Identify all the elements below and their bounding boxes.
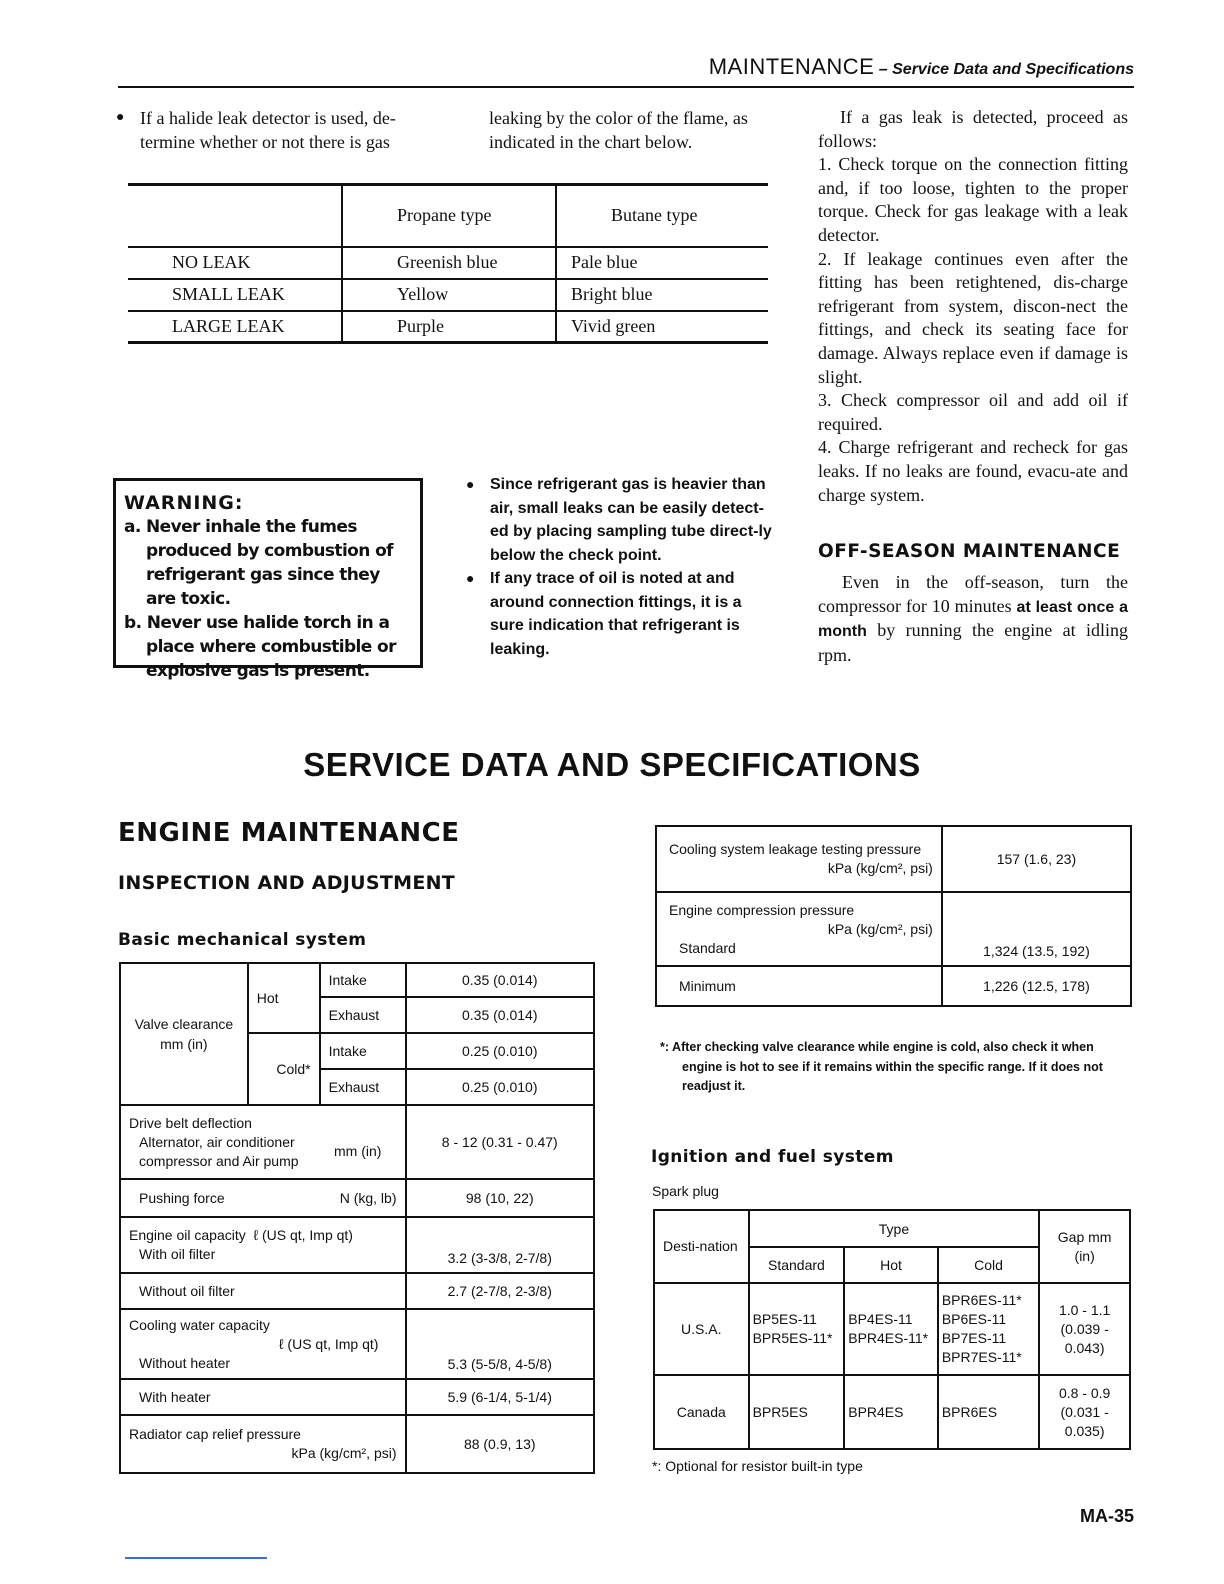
radiator-cap-value: 88 (0.9, 13) bbox=[406, 1415, 595, 1473]
comp-unit-text: kPa (kg/cm², psi) bbox=[827, 920, 933, 937]
intro-col2-text: leaking by the color of the flame, as indicated in the chart below. bbox=[489, 108, 748, 152]
oil-capacity-label bbox=[120, 1217, 406, 1273]
hot-cell: BP4ES-11 BPR4ES-11* bbox=[844, 1283, 938, 1375]
warning-title: WARNING: bbox=[124, 492, 244, 514]
table-row bbox=[656, 966, 1131, 1006]
destination-header: Desti-nation bbox=[654, 1210, 749, 1283]
table-row bbox=[656, 892, 1131, 966]
leak-tip-1: ● Since refrigerant gas is heavier than air, small leaks can be easily detect-ed by placing sampling tube direct-ly below the check point. bbox=[466, 473, 778, 567]
gap-cell: 1.0 - 1.1 (0.039 - 0.043) bbox=[1039, 1283, 1130, 1375]
table-row bbox=[120, 1273, 594, 1309]
cw-unit-text: ℓ (US qt, Imp qt) bbox=[279, 1335, 379, 1352]
valve-clearance-label bbox=[120, 963, 248, 1105]
table-row bbox=[120, 1105, 594, 1179]
rad-label-text: Radiator cap relief pressure bbox=[129, 1426, 301, 1442]
ignition-title: Ignition and fuel system bbox=[651, 1147, 894, 1167]
leak-label-text: Cooling system leakage testing pressure bbox=[669, 841, 922, 857]
table-row bbox=[128, 279, 768, 311]
intro-col1-text: If a halide leak detector is used, de-termine whether or not there is gas bbox=[140, 108, 396, 152]
table-row bbox=[120, 1379, 594, 1415]
valve-unit-text: mm (in) bbox=[160, 1036, 208, 1052]
header-subtitle: Service Data and Specifications bbox=[892, 61, 1134, 78]
cold-cell: BPR6ES bbox=[938, 1375, 1039, 1449]
push-label-text: Pushing force bbox=[139, 1190, 225, 1206]
inspection-title: INSPECTION AND ADJUSTMENT bbox=[118, 872, 456, 894]
cw-without-value: 5.3 (5-5/8, 4-5/8) bbox=[406, 1309, 595, 1379]
belt-value: 8 - 12 (0.31 - 0.47) bbox=[406, 1105, 595, 1179]
belt-sub-text: Alternator, air conditioner compressor and Air pump bbox=[139, 1133, 299, 1169]
table-cell: Greenish blue bbox=[342, 247, 556, 279]
warning-item-b: b. Never use halide torch in a place where combustible or explosive gas is present. bbox=[124, 613, 396, 681]
procedure-step-4: 4. Charge refrigerant and recheck for gas leaks. If no leaks are found, evacu-ate and charge system. bbox=[818, 437, 1128, 505]
basic-mechanical-title: Basic mechanical system bbox=[118, 930, 367, 950]
cw-with-label: With heater bbox=[120, 1379, 406, 1415]
oil-with-text: With oil filter bbox=[139, 1246, 216, 1262]
warning-box bbox=[113, 478, 423, 681]
pressure-spec-table bbox=[655, 825, 1132, 1007]
header-dash: – bbox=[874, 61, 893, 78]
belt-unit-text: mm (in) bbox=[334, 1143, 382, 1159]
table-cell: Pale blue bbox=[556, 247, 768, 279]
spark-footnote: *: Optional for resistor built-in type bbox=[652, 1458, 863, 1474]
table-header-row bbox=[128, 185, 768, 247]
header-title: MAINTENANCE bbox=[708, 54, 875, 79]
table-row bbox=[120, 1309, 594, 1379]
table-header-cell: Propane type bbox=[342, 185, 556, 247]
table-row bbox=[656, 826, 1131, 892]
table-cell: LARGE LEAK bbox=[128, 311, 342, 343]
leak-tips bbox=[466, 473, 778, 661]
table-cell: Bright blue bbox=[556, 279, 768, 311]
hot-cell: BPR4ES bbox=[844, 1375, 938, 1449]
procedure-step-1: 1. Check torque on the connection fitting and, if too loose, tighten to the proper torque. Check for gas leakage with a leak detector. bbox=[818, 154, 1128, 245]
oil-label-text: Engine oil capacity bbox=[129, 1227, 246, 1243]
engine-maintenance-title: ENGINE MAINTENANCE bbox=[118, 818, 460, 848]
oil-without-value: 2.7 (2-7/8, 2-3/8) bbox=[406, 1273, 595, 1309]
intro-col1 bbox=[116, 106, 434, 154]
destination-cell: U.S.A. bbox=[654, 1283, 749, 1375]
gap-cell: 0.8 - 0.9 (0.031 - 0.035) bbox=[1039, 1375, 1130, 1449]
table-row bbox=[120, 1217, 594, 1273]
belt-deflection-label bbox=[120, 1105, 406, 1179]
procedure-step-3: 3. Check compressor oil and add oil if required. bbox=[818, 390, 1128, 434]
table-row bbox=[120, 1179, 594, 1217]
minimum-label: Minimum bbox=[656, 966, 942, 1006]
cw-without-text: Without heater bbox=[139, 1354, 231, 1371]
table-header-row bbox=[654, 1210, 1130, 1247]
offseason-text-a: Even in the off-season, turn the compressor for 10 minutes bbox=[818, 572, 1128, 616]
gas-leak-procedure bbox=[818, 106, 1128, 507]
offseason-text-bold: at least once a month bbox=[818, 598, 1128, 641]
type-header: Type bbox=[749, 1210, 1040, 1247]
standard-value: 1,324 (13.5, 192) bbox=[942, 892, 1131, 966]
standard-header: Standard bbox=[749, 1247, 845, 1283]
cw-with-value: 5.9 (6-1/4, 5-1/4) bbox=[406, 1379, 595, 1415]
valve-label-text: Valve clearance bbox=[134, 1016, 234, 1032]
table-row bbox=[120, 1415, 594, 1473]
offseason-text bbox=[818, 571, 1128, 667]
cold-exhaust-value: 0.25 (0.010) bbox=[406, 1069, 595, 1105]
mechanical-spec-table bbox=[119, 962, 595, 1474]
offseason-title: OFF-SEASON MAINTENANCE bbox=[818, 541, 1121, 562]
gap-header: Gap mm (in) bbox=[1039, 1210, 1130, 1283]
destination-cell: Canada bbox=[654, 1375, 749, 1449]
compression-label bbox=[656, 892, 942, 966]
belt-label-text: Drive belt deflection bbox=[129, 1114, 252, 1131]
leak-unit-text: kPa (kg/cm², psi) bbox=[827, 860, 933, 876]
table-row bbox=[120, 963, 594, 997]
hot-label: Hot bbox=[248, 963, 320, 1033]
table-cell: Yellow bbox=[342, 279, 556, 311]
table-cell: Vivid green bbox=[556, 311, 768, 343]
page-header bbox=[118, 54, 1134, 88]
exhaust-label: Exhaust bbox=[320, 997, 406, 1033]
section-title: SERVICE DATA AND SPECIFICATIONS bbox=[303, 746, 921, 783]
warning-item-a: a. Never inhale the fumes produced by combustion of refrigerant gas since they are toxic. bbox=[124, 517, 393, 609]
hot-intake-value: 0.35 (0.014) bbox=[406, 963, 595, 997]
spark-plug-label: Spark plug bbox=[652, 1183, 719, 1199]
offseason-text-b: by running the engine at idling rpm. bbox=[818, 620, 1128, 665]
table-cell: Purple bbox=[342, 311, 556, 343]
table-row bbox=[128, 311, 768, 343]
leakage-pressure-value: 157 (1.6, 23) bbox=[942, 826, 1131, 892]
cold-label: Cold* bbox=[248, 1033, 320, 1105]
table-row bbox=[128, 247, 768, 279]
standard-cell: BPR5ES bbox=[749, 1375, 845, 1449]
push-unit-text: N (kg, lb) bbox=[339, 1190, 397, 1206]
pushing-force-value: 98 (10, 22) bbox=[406, 1179, 595, 1217]
exhaust-label: Exhaust bbox=[320, 1069, 406, 1105]
hot-header: Hot bbox=[844, 1247, 938, 1283]
table-cell: NO LEAK bbox=[128, 247, 342, 279]
flame-color-table bbox=[128, 183, 768, 344]
hot-exhaust-value: 0.35 (0.014) bbox=[406, 997, 595, 1033]
divider bbox=[125, 1557, 267, 1559]
spark-plug-table bbox=[653, 1209, 1131, 1450]
procedure-intro: If a gas leak is detected, proceed as follows: bbox=[818, 107, 1128, 151]
table-header-cell: Butane type bbox=[556, 185, 768, 247]
standard-cell: BP5ES-11 BPR5ES-11* bbox=[749, 1283, 845, 1375]
radiator-cap-label bbox=[120, 1415, 406, 1473]
oil-with-value: 3.2 (3-3/8, 2-7/8) bbox=[406, 1217, 595, 1273]
leak-tip-2: ● If any trace of oil is noted at and around connection fittings, it is a sure indication that refrigerant is leaking. bbox=[466, 567, 778, 661]
page-number: MA-35 bbox=[1080, 1506, 1135, 1526]
table-header-cell bbox=[128, 185, 342, 247]
intake-label: Intake bbox=[320, 963, 406, 997]
cold-intake-value: 0.25 (0.010) bbox=[406, 1033, 595, 1069]
table-row bbox=[654, 1283, 1130, 1375]
cooling-water-label bbox=[120, 1309, 406, 1379]
oil-without-label: Without oil filter bbox=[120, 1273, 406, 1309]
minimum-value: 1,226 (12.5, 178) bbox=[942, 966, 1131, 1006]
intro-col2 bbox=[489, 106, 781, 154]
standard-label: Standard bbox=[679, 939, 736, 956]
procedure-step-2: 2. If leakage continues even after the fitting has been retightened, dis-charge refrigerant from system, discon-nect the fittings, and check its seating face for damage. Always replace even if damage is slight. bbox=[818, 248, 1128, 387]
intake-label: Intake bbox=[320, 1033, 406, 1069]
cw-label-text: Cooling water capacity bbox=[129, 1316, 270, 1333]
leakage-pressure-label bbox=[656, 826, 942, 892]
cold-header: Cold bbox=[938, 1247, 1039, 1283]
valve-footnote: *: After checking valve clearance while engine is cold, also check it when engine is hot to see if it remains within the specific range. If it does not readjust it. bbox=[660, 1040, 1103, 1093]
cold-cell: BPR6ES-11* BP6ES-11 BP7ES-11 BPR7ES-11* bbox=[938, 1283, 1039, 1375]
comp-label-text: Engine compression pressure bbox=[669, 901, 855, 918]
rad-unit-text: kPa (kg/cm², psi) bbox=[291, 1445, 397, 1461]
pushing-force-label bbox=[120, 1179, 406, 1217]
table-cell: SMALL LEAK bbox=[128, 279, 342, 311]
table-row bbox=[654, 1375, 1130, 1449]
oil-unit-text: ℓ (US qt, Imp qt) bbox=[253, 1227, 353, 1243]
